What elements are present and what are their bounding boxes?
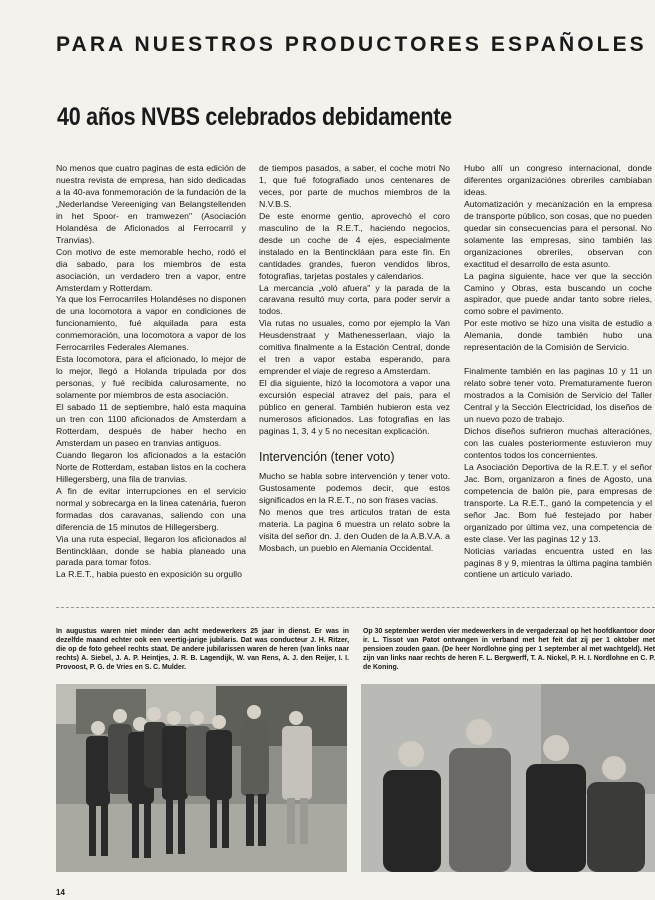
- paragraph: Cuando llegaron los aficionados a la estación Norte de Rotterdam, estaban listos en la cochera Hillegersberg, una fila de tranvias.: [56, 449, 246, 484]
- paragraph: El sabado 11 de septiembre, haló esta maquina un tren con 1100 aficionados de Amsterdam a Rotterdam, después de haber hecho en Amsterdam un paseo en tranvias antiguos.: [56, 402, 246, 448]
- section-header: PARA NUESTROS PRODUCTORES ESPAÑOLES: [56, 33, 647, 56]
- paragraph: No menos que cuatro paginas de esta edición de nuestra revista de empresa, han sido dedicadas a la 40-ava fonmemoración de la fundación de la „Nederlandse Vereeniging van Belangstellenden in het Spoor- en tramwezen" (Asociación Holandésa de Aficionados al Ferrocarril y Tranvias).: [56, 163, 246, 245]
- paragraph: Finalmente también en las paginas 10 y 11 un relato sobre tener voto. Prematuramente fueron mostrados a la Comisión de Servicio del Taller Central y la Sección Electricidad, los diseños de un nuevo pozo de trabajo.: [464, 366, 652, 425]
- paragraph: La R.E.T., habia puesto en exposición su orgullo: [56, 569, 242, 580]
- paragraph: Dichos diseños sufrieron muchas alteraciónes, con las cuales posteriormente estuvieron muy contentos todos los concernientes.: [464, 426, 652, 460]
- paragraph: Via rutas no usuales, como por ejemplo la Van Heusdenstraat y Mathenesserlaan, viajo la comitiva finalmente a la Estación Central, donde el tren a vapor estaba esperando, para emprender el viaje de regreso a Amsterdam.: [259, 318, 450, 377]
- article-title: 40 años NVBS celebrados debidamente: [57, 103, 452, 131]
- paragraph: Ya que los Ferrocarriles Holandéses no disponen de una locomotora a vapor en condiciones de funcionamiento, fué alquilada para esta conmemoración, una locomotora a vapor de los Ferrocarriles Federales Alemanes.: [56, 294, 246, 353]
- paragraph: Noticias variadas encuentra usted en las paginas 8 y 9, mientras la última pagina también contiene un articulo variado.: [464, 545, 652, 580]
- article-column-1: [56, 163, 246, 581]
- section-divider: [56, 607, 655, 608]
- paragraph: Mucho se habla sobre intervención y tener voto. Gustosamente podemos decir, que estos significados en la R.E.T., no son frases vacias.: [259, 470, 450, 505]
- photo-retirees: [361, 684, 655, 872]
- paragraph: La mercancia „voló afuera" y la parada de la caravana resultó muy corta, para poder servir a todos.: [259, 282, 450, 317]
- paragraph: La pagina siguiente, hace ver que la sección Camino y Obras, esta buscando un coche aspirador, que puede andar tanto sobre rieles, como sobre el pavimento.: [464, 270, 652, 317]
- paragraph: Hubo allí un congreso internacional, donde diferentes organizaciónes obreriles cambiaban ideas.: [464, 163, 652, 197]
- paragraph: Via una ruta especial, llegaron los aficionados al Bentinckláan, donde se habia planeado una parada para tomar fotos.: [56, 533, 246, 568]
- paragraph: Con motivo de este memorable hecho, rodó el dia sabado, para los miembros de esta asociación, un verdadero tren a vapor, entre Amsterdam y Rotterdam.: [56, 246, 246, 293]
- photo-caption-left: In augustus waren niet minder dan acht medewerkers 25 jaar in dienst. Er was in dezelfde maand echter ook een veertig-jarige jubilaris. Dat was conducteur J. H. Ritzer, die op de foto geheel rechts staat. De andere jubilarissen waren de heren (van links naar rechts) A. Siebel, J. A. P. Heintjes, J. R. B. Lagendijk, W. van Rens, A. J. den Reijer, I. I. Provoost, P. G. de Vries en S. C. Mulder.: [56, 628, 349, 671]
- paragraph: A fin de evitar interrupciones en el servicio normal y sobrecarga en la linea catenária, fueron formadas dos caravanas, saliendo con una diferencia de 15 minutos de Hillegersberg.: [56, 485, 246, 532]
- paragraph: La Asociación Deportiva de la R.E.T. y el señor Jac. Bom, organizaron a fines de Agosto, una competencia de balón pie, para empresas de transporte. La R.E.T., ganó la competencia y el señor Jac. Bom fué festejado por haber organizado por última vez, una competencia de este clase. Ver las paginas 12 y 13.: [464, 461, 652, 544]
- paragraph: El dia siguiente, hizó la locomotora a vapor una excursión especial atravez del pais, para el público en general. También hubieron esta vez numerosos aficionados. Las fotografias en las paginas 1, 3, 4 y 5 no necesitan explicación.: [259, 378, 450, 436]
- page-number: 14: [56, 888, 65, 897]
- article-column-3: [464, 163, 652, 581]
- section-subheading: Intervención (tener voto): [259, 449, 395, 464]
- photo-caption-right: Op 30 september werden vier medewerkers in de vergaderzaal op het hoofdkantoor door ir. L. Tissot van Patot ontvangen in verband met het feit dat zij per 1 oktober met pensioen zouden gaan. (De heer Nordlohne ging per 1 september al met wachtgeld). Het zijn van links naar rechts de heren F. L. Bergwerff, T. A. Nickel, P. H. I. Nordlohne en C. P. de Koning.: [363, 628, 655, 671]
- photo-jubilarians: [56, 684, 347, 872]
- paragraph: No menos que tres articulos tratan de esta materia. La pagina 6 muestra un relato sobre la visita del señor dn. J. den Ouden de la A.B.V.A. a Mosbach, un pueblo en Alemania Occidental.: [259, 506, 450, 553]
- paragraph: Esta locomotora, para el aficionado, lo mejor de lo mejor, llegó a Holanda tripulada por dos personas, y fué recibida calurosamente, no solamente por miembros de esta asociación.: [56, 354, 246, 401]
- paragraph: Por este motivo se hizo una visita de estudio a Alemania, donde también hubo una representación de la Comisión de Servicio.: [464, 318, 652, 353]
- paragraph: de tiempos pasados, a saber, el coche motri No 1, que fué fotografiado unos centenares de veces, por parte de muchos miembros de la N.V.B.S.: [259, 163, 450, 209]
- paragraph: De este enorme gentio, aprovechó el coro masculino de la R.E.T., haciendo negocios, desde un coche de 4 ejes, especialmente instalado en la Bentinckláan para este fin. En cantidades grandes, fueron vendidos libros, fotografias, tarjetas postales y calendarios.: [259, 210, 450, 281]
- paragraph: Automatización y mecanización en la empresa de transporte público, son cosas, que no pueden quedar sin consecuencias para el personal. No solamente las empresas, sino también las organizaciones obreriles, observan con exactitud el desarrollo de esta asunto.: [464, 198, 652, 269]
- article-column-2: [259, 163, 450, 555]
